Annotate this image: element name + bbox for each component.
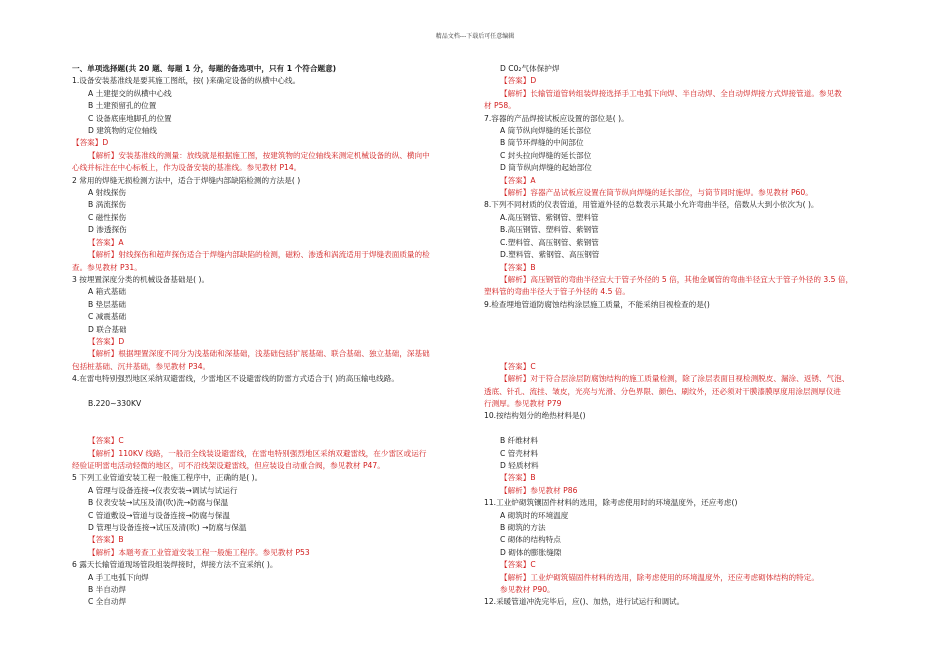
option: C 全自动焊 [88,597,127,607]
option: C 封头拉向焊缝的延长部位 [500,150,592,160]
option: B 半自动焊 [88,585,126,595]
option: A 土建提交的纵横中心线 [88,88,172,98]
explanation: 透底、针孔、流挂、皱皮，光亮与光滑、分色界限、颜色、刷纹外，还必须对干膜漆膜厚度用涂层测厚仪进 [484,386,841,396]
option: C 砌体的结构特点 [500,535,561,545]
option: B 涡流探伤 [88,200,126,210]
explanation: 【解析】容器产品试板应设置在筒节纵向焊缝的延长部位，与筒节同时施焊。参见教材 P60。 [500,188,813,198]
question-stem: 10.按结构划分的绝热材料是() [484,411,586,421]
option: A 手工电弧下向焊 [88,572,149,582]
explanation: 心线并标注在中心标板上，作为设备安装的基准线。参见教材 P14。 [72,163,302,173]
question-stem: 5 下列工业管道安装工程一般施工程序中，正确的是( )。 [72,473,263,483]
option: C 减震基础 [88,312,127,322]
option: B 砌筑的方法 [500,522,546,532]
question-stem: 9.检查埋地管道防腐蚀结构涂层施工质量，不能采纳目视检查的是() [484,299,710,309]
option: D 建筑物的定位轴线 [88,126,158,136]
option: A 射线探伤 [88,188,126,198]
option: C 管壳材料 [500,448,539,458]
answer: 【答案】C [500,560,536,570]
question-stem: 2 常用的焊缝无损检测方法中，适合于焊缝内部缺陷检测的方法是( ) [72,175,301,185]
answer: 【答案】B [88,535,124,545]
option: B 筒节环焊缝的中间部位 [500,138,584,148]
left-column [72,63,468,609]
answer: 【答案】B [500,473,536,483]
option: B 垫层基础 [88,299,126,309]
explanation: 【解析】参见教材 P86 [500,485,578,495]
question-stem: 8.下列不同材质的仪表管道，用管道外径的总数表示其最小允许弯曲半径，倍数从大到小依次为( )。 [484,200,819,210]
option: D 管理与设备连接→试压及清(吹) →防腐与保温 [88,522,247,532]
option: A 管理与设备连接→仪表安装→调试与试运行 [88,485,238,495]
question-stem: 4.在雷电特别强烈地区采纳双避雷线，少雷地区不设避雷线的防雷方式适合于( )的高压输电线路。 [72,374,399,384]
option: C 管道敷设→管道与设备连接→防腐与保温 [88,510,230,520]
explanation: 行测厚。参见教材 P79 [484,398,562,408]
option: B 土建预留孔的位置 [88,101,157,111]
question-stem: 1.设备安装基准线是要其施工图纸，按( )来确定设备的纵横中心线。 [72,76,301,86]
option: B 仪表安装→试压及清(吹)洗→防腐与保温 [88,498,229,508]
option: A.高压钢管、紫钢管、塑料管 [500,212,599,222]
explanation: 包括桩基础、沉井基础，参见教材 P34。 [72,361,211,371]
explanation: 【解析】110KV 线路，一般沿全线装设避雷线，在雷电特别强烈地区采纳双避雷线，在少雷区或运行 [88,448,427,458]
option: B.高压钢管、塑料管、紫钢管 [500,225,599,235]
explanation: 【解析】对于符合层涂层防腐蚀结构的施工质量检测，除了涂层表面目视检测脱皮、漏涂、返锈、气泡、 [500,374,850,384]
question-stem: 6 露天长输管道现场管段组装焊接时，焊接方法不宜采纳( )。 [72,560,278,570]
explanation: 【解析】工业炉砌筑锚固件材料的选用，除考虑使用的环境温度外，还应考虑砌体结构的特定。 [500,572,819,582]
explanation: 【解析】长输管道管转组装焊接选择手工电弧下向焊、半自动焊、全自动焊焊接方式焊接管道。参见教 [500,88,842,98]
answer: 【答案】D [88,336,125,346]
option: D 砌体的膨胀缝隙 [500,547,562,557]
explanation: 查。参见教材 P31。 [72,262,142,272]
explanation: 经验证明雷电活动轻微的地区，可不沿线架设避雷线，但应装设自动重合阀，参见教材 P47。 [72,460,385,470]
explanation: 塑料管的弯曲半径大于管子外径的 4.5 倍。 [484,287,630,297]
option: A 筒节纵向焊缝的延长部位 [500,126,592,136]
right-column [484,63,884,609]
answer: 【答案】D [500,76,537,86]
answer: 【答案】A [88,237,124,247]
explanation: 【解析】安装基准线的测量：放线就是根据施工图，按建筑物的定位轴线来测定机械设备的纵、横向中 [88,150,430,160]
answer: 【答案】A [500,175,536,185]
answer: 【答案】D [72,138,109,148]
option: D 筒节纵向焊缝的起始部位 [500,163,592,173]
option: B 纤维材料 [500,436,538,446]
question-stem: 7.容器的产品焊接试板应设置的部位是( )。 [484,113,629,123]
explanation: 【解析】本题考查工业管道安装工程一般施工程序。参见教材 P53 [88,547,310,557]
option: A 箱式基础 [88,287,126,297]
header-note: 精品文档---下载后可任意编辑 [435,33,515,40]
option: D 联合基础 [88,324,127,334]
answer: 【答案】B [500,262,536,272]
option: B.220~330KV [88,398,142,408]
question-stem: 3 按埋置深度分类的机械设备基础是( )。 [72,274,210,284]
question-stem: 11.工业炉砌筑镶固件材料的选用，除考虑使用时的环境温度外，还应考虑() [484,498,738,508]
option: D 轻质材料 [500,460,539,470]
question-stem: 12.采暖管道冲洗完毕后，应()、加热，进行试运行和调试。 [484,597,685,607]
option: C 磁性探伤 [88,212,127,222]
option: C 设备底座地脚孔的位置 [88,113,172,123]
option: D C0₂气体保护焊 [500,64,560,73]
answer: 【答案】C [88,436,124,446]
explanation: 【解析】根据埋置深度不同分为浅基础和深基础，浅基础包括扩展基础、联合基础、独立基础，深基础 [88,349,430,359]
section-title: 一、单项选择题(共 20 题、每题 1 分，每题的备选项中，只有 1 个符合题意) [72,64,337,73]
answer: 【答案】C [500,361,536,371]
option: C.塑料管、高压钢管、紫钢管 [500,237,599,247]
explanation: 【解析】高压钢管的弯曲半径宜大于管子外径的 5 倍，其他金属管的弯曲半径宜大于管子外径的 3.5 倍， [500,274,854,284]
option: A 砌筑时的环境温度 [500,510,569,520]
explanation: 【解析】射线探伤和超声探伤适合于焊缝内部缺陷的检测，磁粉、渗透和涡流适用于焊缝表面质量的检 [88,250,430,260]
option: D 渗透探伤 [88,225,127,235]
explanation: 材 P58。 [484,101,516,111]
option: D.塑料管、紫钢管、高压钢管 [500,250,600,260]
explanation: 参见教材 P90。 [500,584,555,594]
